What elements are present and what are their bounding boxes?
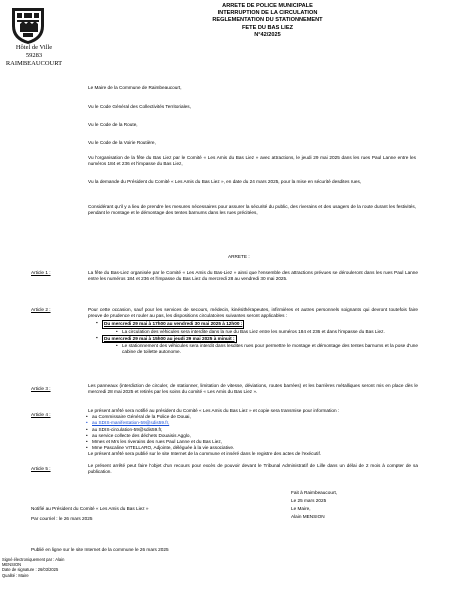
- signature-date: Le 25 mars 2025: [291, 498, 327, 503]
- period-2: [102, 335, 418, 356]
- esign-line: MENSION: [2, 562, 22, 568]
- article-2-text: Pour cette occasion, sauf pour les services de secours, médecin, kinésithérapeutes, infirmières et autres personnels soignants qui devront toutefois faire preuve de prudence et rouler au pas, les dispositions circulatoires suivantes seront applicables :: [88, 307, 418, 319]
- decree-header: [185, 3, 350, 39]
- coat-of-arms-logo: [6, 4, 50, 46]
- notification-date: Par courriel : le 26 mars 2025: [31, 516, 93, 521]
- signature-title: Le Maire,: [291, 506, 311, 511]
- header-line: ARRETE DE POLICE MUNICIPALE: [222, 3, 313, 9]
- article-3-text: Les panneaux (interdiction de circuler, de stationner, limitation de vitesse, déviations, routes barrées) et les barrières métalliques seront mis en place dès le mercredi 28 mai 2025 et retirés par les soins du comité « Les Amis du Bas Liez ».: [88, 383, 418, 395]
- article-3-label: Article 3 :: [31, 386, 51, 391]
- header-line: FETE DU BAS LIEZ: [242, 24, 293, 31]
- preamble-vu-organisation: Vu l'organisation de la fête du Bas Liez par le Comité « Les Amis du Bas Liez » avec attractions, le jeudi 29 mai 2025 dans les rues Paul Lanne entre les numéros 184 et 236 et l'impasse du Bas Liez,: [88, 155, 416, 167]
- article-1-label: Article 1 :: [31, 270, 51, 275]
- recipient-item: • au service collecte des déchets Douaisis Agglo,: [92, 433, 418, 439]
- esign-line: Date de signature : 26/03/2025: [2, 567, 59, 573]
- recipient-item: • Mme Pascaline VITELLARO, Adjointe, déléguée à la vie associative.: [92, 445, 418, 451]
- article-1-text: La fête du Bas-Liez organisée par le Comité « Les Amis du Bas-Liez » ainsi que l'ensemble des attractions prévues se dérouleront dans les rues Paul Lanne entre les numéros 184 et 236 et l'impasse du Bas Liez du mercredi 28 au vendredi 30 mai 2025.: [88, 270, 418, 282]
- article-5-text: Le présent arrêté peut faire l'objet d'un recours pour excès de pouvoir devant le Tribunal Administratif de Lille dans un délai de 2 mois à compter de sa publication.: [88, 463, 418, 475]
- preamble-vu-voirie: Vu le Code de la Voirie Routière,: [88, 140, 156, 145]
- esign-line: Signé électroniquement par : Alain: [2, 557, 65, 562]
- period-2-item: • Le stationnement des véhicules sera interdit dans lesdites rues pour permettre le montage et démontage des tentes barnums et la pose d'une cabine de toilette autonome.: [122, 343, 418, 355]
- electronic-signature-info: [2, 557, 64, 578]
- header-line: INTERRUPTION DE LA CIRCULATION: [217, 10, 318, 17]
- town-hall-label: Hôtel de Ville: [15, 44, 53, 51]
- decree-number: N°42/2025: [254, 31, 281, 38]
- signature-place: Fait à Raimbeaucourt,: [291, 490, 338, 495]
- period-1-label: Du mercredi 29 mai à 17h00 au vendredi 30 mai 2025 à 12h00 :: [102, 320, 244, 328]
- preamble-maire: Le Maire de la Commune de Raimbeaucourt,: [88, 85, 182, 90]
- preamble-vu-cgct: Vu le Code Général des Collectivités Territoriales,: [88, 104, 191, 109]
- article-2-body: [88, 307, 418, 355]
- period-2-label: Du mercredi 29 mai à 15h00 au jeudi 29 mai 2025 à minuit :: [102, 335, 237, 343]
- article-2-label: Article 2 :: [31, 307, 51, 312]
- esign-line: Qualité : Maire: [2, 572, 29, 578]
- recipient-item: • au SDIS-circulation-59@sdis59.fr,: [92, 427, 418, 433]
- article-4-text-2: Le présent arrêté sera publié sur le site Internet de la commune et inséré dans le registre des actes de l'exécutif.: [88, 451, 322, 457]
- article-4-text: Le présent arrêté sera notifié au président du Comité « Les Amis du Bas Liez » et copie sera transmise pour information :: [88, 408, 340, 413]
- article-4-label: Article 4 :: [31, 412, 51, 417]
- signature-name: Alain MENSION: [291, 514, 325, 519]
- notification-line: Notifié au Président du Comité « Les Amis du Bas Liez »: [31, 506, 149, 511]
- recipient-item: • au Commissaire Général de la Police de Douai,: [92, 414, 418, 420]
- preamble-considerant: Considérant qu'il y a lieu de prendre les mesures nécessaires pour assurer la sécurité du public, des riverains et des usagers de la route durant les festivités, pendant le montage et le démontage des tentes barnums dans les rues précitées,: [88, 204, 416, 216]
- preamble-vu-code-route: Vu le Code de la Route,: [88, 122, 138, 127]
- period-1-item: • La circulation des véhicules sera interdite dans la rue du Bas Liez entre les numéros 184 et 236 et dans l'impasse du Bas Liez.: [122, 329, 418, 335]
- article-5-label: Article 5 :: [31, 466, 51, 471]
- arrete-title: ARRETE :: [228, 254, 250, 259]
- town-postcode-label: 59283 RAIMBEAUCOURT: [5, 52, 63, 67]
- signature-block: [291, 489, 337, 521]
- period-1: [102, 320, 418, 334]
- preamble-vu-demande: Vu la demande du Président du Comité « Les Amis du Bas Liez », en date du 24 mars 2025, pour la mise en sécurité desdites rues,: [88, 179, 362, 184]
- header-line: REGLEMENTATION DU STATIONNEMENT: [212, 17, 323, 24]
- publication-line: Publié en ligne sur le site Internet de la commune le 26 mars 2025: [31, 547, 169, 552]
- recipient-item: • Mmes et Mrs les riverains des rues Paul Lanne et du Bas Liez,: [92, 439, 418, 445]
- municipality-address: [4, 44, 64, 68]
- recipient-email-link[interactable]: • au SDIS-manifestation-59@sdis59.fr,: [92, 420, 418, 426]
- article-4-body: [88, 408, 418, 458]
